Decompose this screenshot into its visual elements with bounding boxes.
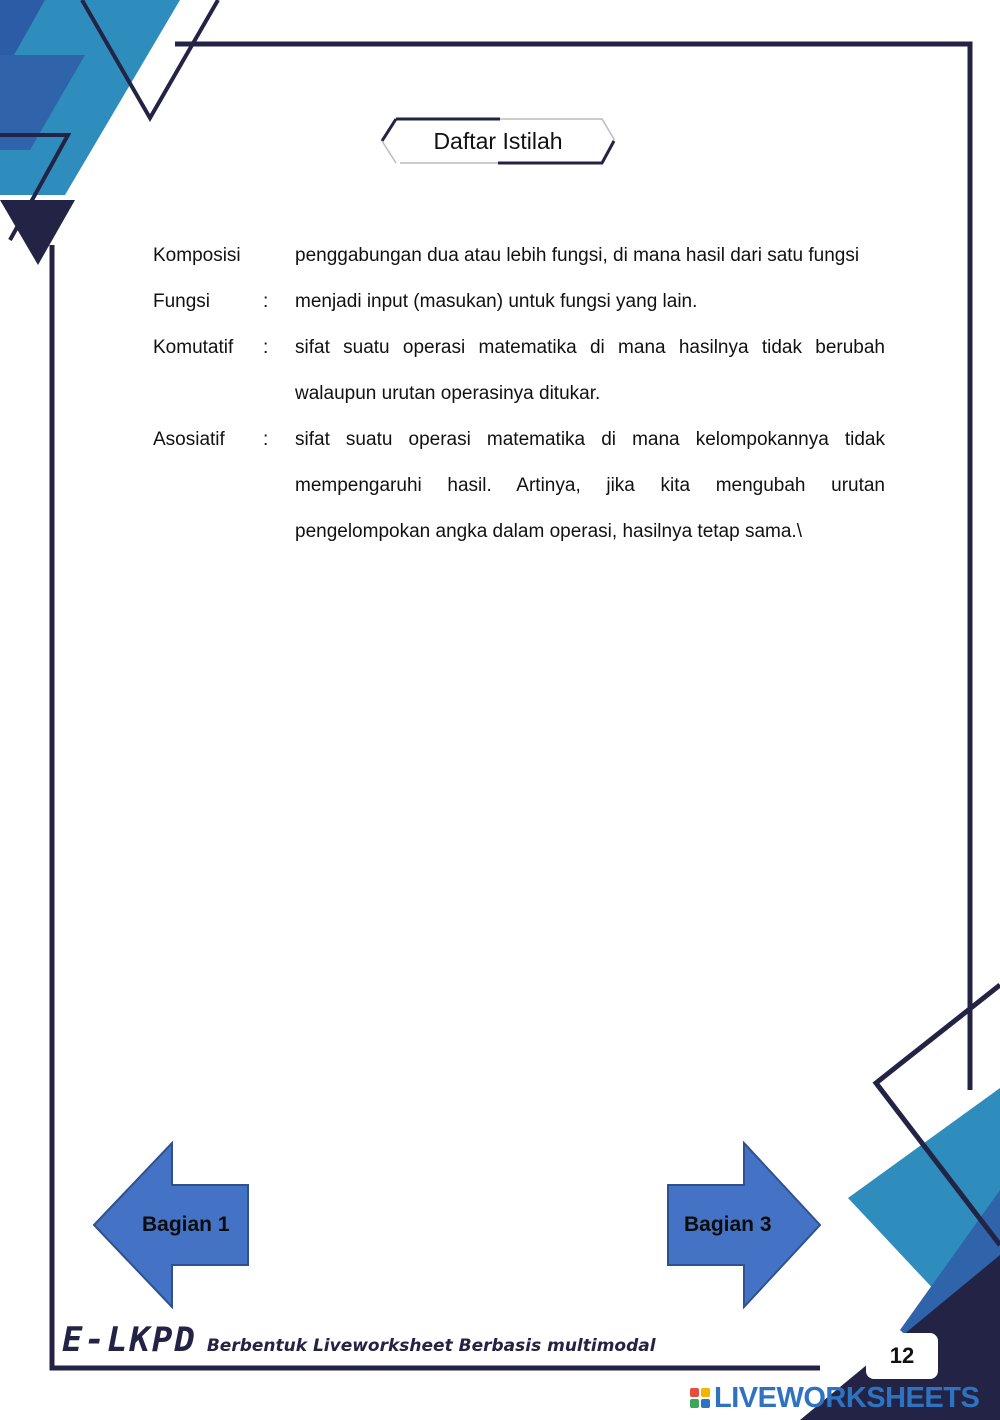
- glossary-list: [153, 233, 885, 555]
- glossary-definition: sifat suatu operasi matematika di mana kelompokannya tidak mempengaruhi hasil. Artinya, jika kita mengubah urutan pengelompokan angka dalam operasi, hasilnya tetap sama.\: [295, 429, 885, 542]
- next-section-label: Bagian 3: [684, 1213, 772, 1236]
- glossary-colon: :: [263, 429, 269, 450]
- brand-main-text: E-LKPD: [62, 1320, 197, 1360]
- prev-section-button[interactable]: [92, 1141, 252, 1309]
- glossary-definition: sifat suatu operasi matematika di mana hasilnya tidak berubah walaupun urutan operasinya ditukar.: [295, 337, 885, 404]
- liveworksheets-logo-icon: [690, 1388, 710, 1408]
- glossary-definition: menjadi input (masukan) untuk fungsi yang lain.: [295, 291, 698, 312]
- glossary-item: [153, 325, 885, 417]
- title-banner: [380, 117, 616, 165]
- glossary-definition: penggabungan dua atau lebih fungsi, di mana hasil dari satu fungsi: [295, 245, 860, 266]
- footer-brand: [62, 1320, 656, 1364]
- liveworksheets-watermark[interactable]: [690, 1378, 979, 1418]
- watermark-text: LIVEWORKSHEETS: [714, 1381, 980, 1414]
- glossary-term: Komutatif: [153, 337, 234, 358]
- brand-sub-text: Berbentuk Liveworksheet Berbasis multimodal: [206, 1336, 656, 1356]
- next-section-button[interactable]: [664, 1141, 824, 1309]
- glossary-term: Fungsi: [153, 291, 211, 312]
- glossary-term: Asosiatif: [153, 429, 225, 450]
- glossary-term: Komposisi: [153, 245, 241, 266]
- glossary-colon: :: [263, 337, 269, 358]
- glossary-item: [153, 417, 885, 555]
- prev-section-label: Bagian 1: [142, 1213, 230, 1236]
- page-title: Daftar Istilah: [433, 127, 563, 154]
- glossary-item: [153, 233, 885, 279]
- page-number: 12: [889, 1343, 915, 1368]
- glossary-item: [153, 279, 885, 325]
- glossary-colon: :: [263, 291, 269, 312]
